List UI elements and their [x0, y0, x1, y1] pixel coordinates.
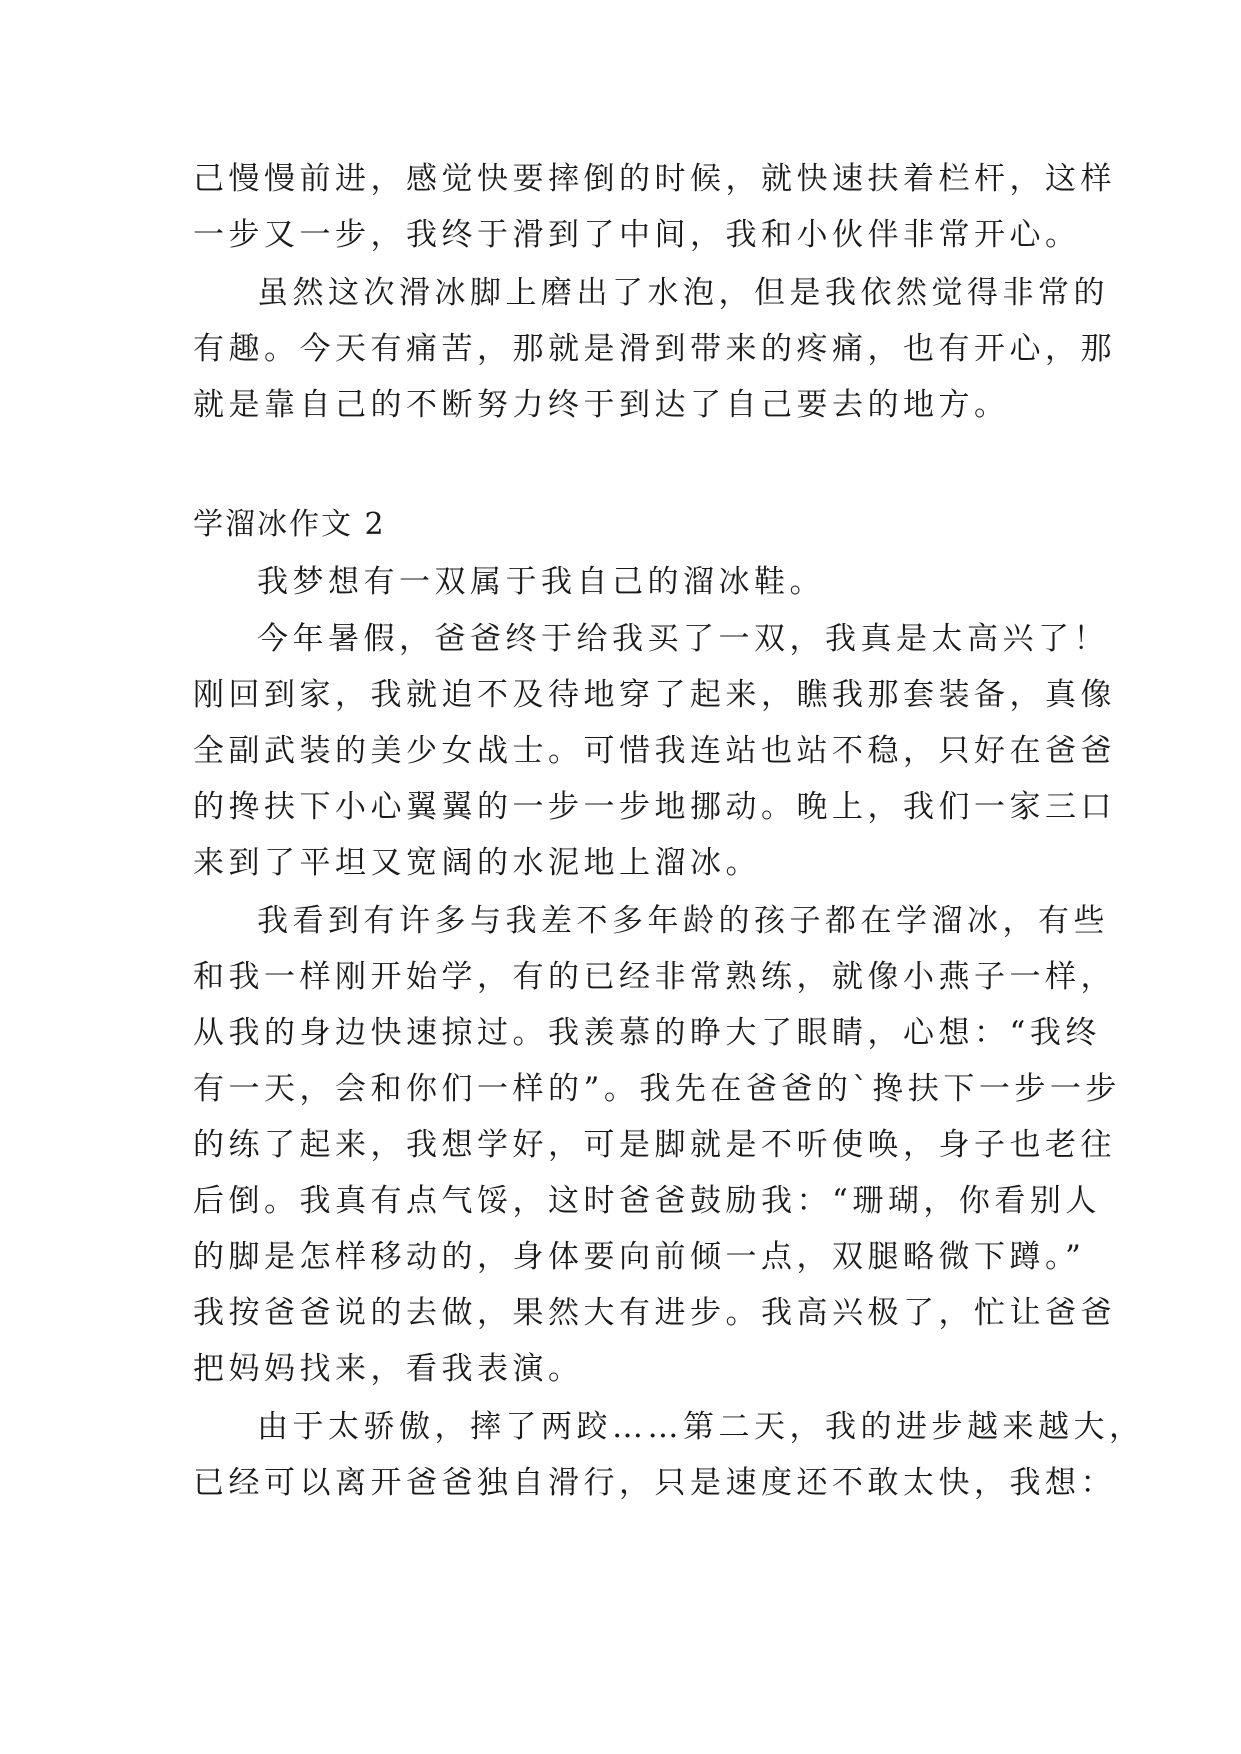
paragraph-line: 和我一样刚开始学，有的已经非常熟练，就像小燕子一样， — [193, 959, 1116, 995]
paragraph-line: 有一天，会和你们一样的”。我先在爸爸的`搀扶下一步一步 — [193, 1071, 1121, 1107]
paragraph-line: 由于太骄傲，摔了两跤……第二天，我的进步越来越大， — [257, 1409, 1145, 1445]
paragraph-line: 的搀扶下小心翼翼的一步一步地挪动。晚上，我们一家三口 — [193, 789, 1116, 825]
paragraph-line: 后倒。我真有点气馁，这时爸爸鼓励我：“珊瑚，你看别人 — [193, 1183, 1101, 1219]
paragraph-line: 己慢慢前进，感觉快要摔倒的时候，就快速扶着栏杆，这样 — [193, 161, 1116, 197]
paragraph-line: 今年暑假，爸爸终于给我买了一双，我真是太高兴了！ — [257, 621, 1109, 657]
paragraph-line: 我梦想有一双属于我自己的溜冰鞋。 — [257, 564, 825, 600]
paragraph-line: 来到了平坦又宽阔的水泥地上溜冰。 — [193, 845, 761, 881]
paragraph-line: 有趣。今天有痛苦，那就是滑到带来的疼痛，也有开心，那 — [193, 331, 1116, 367]
section-heading: 学溜冰作文 2 — [193, 507, 386, 542]
paragraph-line: 一步又一步，我终于滑到了中间，我和小伙伴非常开心。 — [193, 217, 1081, 253]
paragraph-line: 把妈妈找来，看我表演。 — [193, 1351, 584, 1387]
paragraph-line: 从我的身边快速掠过。我羡慕的睁大了眼睛，心想：“我终 — [193, 1015, 1101, 1051]
paragraph-line: 已经可以离开爸爸独自滑行，只是速度还不敢太快，我想： — [193, 1465, 1116, 1501]
paragraph-line: 我看到有许多与我差不多年龄的孩子都在学溜冰，有些 — [257, 903, 1109, 939]
paragraph-line: 就是靠自己的不断努力终于到达了自己要去的地方。 — [193, 387, 1010, 423]
paragraph-line: 的脚是怎样移动的，身体要向前倾一点，双腿略微下蹲。” — [193, 1239, 1086, 1275]
paragraph-line: 刚回到家，我就迫不及待地穿了起来，瞧我那套装备，真像 — [193, 677, 1116, 713]
paragraph-line: 虽然这次滑冰脚上磨出了水泡，但是我依然觉得非常的 — [257, 275, 1109, 311]
paragraph-line: 全副武装的美少女战士。可惜我连站也站不稳，只好在爸爸 — [193, 733, 1116, 769]
paragraph-line: 我按爸爸说的去做，果然大有进步。我高兴极了，忙让爸爸 — [193, 1295, 1116, 1331]
paragraph-line: 的练了起来，我想学好，可是脚就是不听使唤，身子也老往 — [193, 1127, 1116, 1163]
